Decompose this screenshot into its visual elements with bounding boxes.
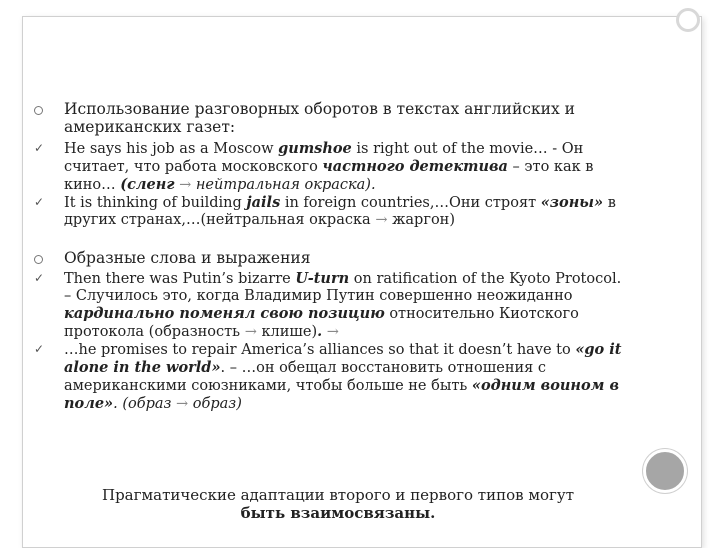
section2-item1: ✓ Then there was Putin’s bizarre U-turn on ratification of the Kyoto Protocol. – Случилось это, когда Владимир Путин совершенно неожиданно кардинально поменял свою позицию относительно Киотского протокола (образность → клише). → <box>34 270 622 340</box>
footer-line1: Прагматические адаптации второго и первого типов могут <box>101 486 575 504</box>
decorative-circle-top <box>676 8 700 32</box>
arrow-icon: → <box>176 396 189 412</box>
slide-footer <box>40 486 636 522</box>
section2-item2: ✓ …he promises to repair America’s alliances so that it doesn’t have to «go it alone in the world». – …он обещал восстановить отношения с американскими союзниками, чтобы больше не быть «одним воином в поле». (образ → образ) <box>34 341 622 412</box>
arrow-icon: → <box>179 177 192 193</box>
decorative-circle-bottom <box>643 449 687 493</box>
section1-item2: ✓ It is thinking of building jails in foreign countries,…Они строят «зоны» в других странах,…(нейтральная окраска → жаргон) <box>34 194 616 228</box>
circle-bullet-icon <box>34 255 43 264</box>
checkmark-bullet-icon: ✓ <box>34 271 45 285</box>
section1-item1: ✓ He says his job as a Moscow gumshoe is right out of the movie… - Он считает, что работа московского частного детектива – это как в кино… (сленг → нейтральная окраска). <box>34 140 594 193</box>
checkmark-bullet-icon: ✓ <box>34 141 45 155</box>
slide-content <box>34 100 624 413</box>
arrow-icon: → <box>326 324 339 340</box>
arrow-icon: → <box>244 324 257 340</box>
checkmark-bullet-icon: ✓ <box>34 195 45 209</box>
footer-line2: быть взаимосвязаны. <box>240 504 436 522</box>
arrow-icon: → <box>375 212 388 228</box>
checkmark-bullet-icon: ✓ <box>34 342 45 356</box>
circle-bullet-icon <box>34 106 43 115</box>
section1-heading: Использование разговорных оборотов в текстах английских и американских газет: <box>34 100 624 136</box>
section2-heading: Образные слова и выражения <box>34 249 624 267</box>
